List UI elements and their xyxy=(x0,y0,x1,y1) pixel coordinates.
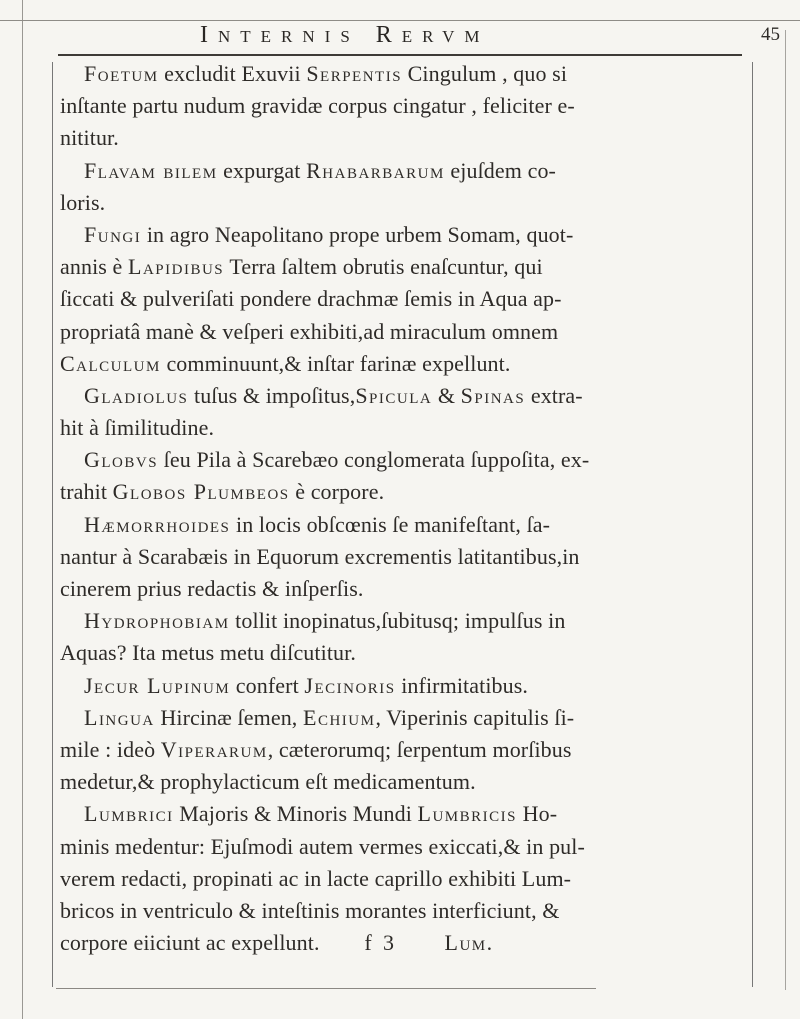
text-segment: Globvs xyxy=(84,447,159,473)
page-edge-right xyxy=(785,30,786,990)
text-line xyxy=(56,476,746,508)
text-segment: Hydrophobiam xyxy=(84,608,230,634)
text-segment: nantur à Scarabæis in Equorum excrementis latitantibus,in xyxy=(60,543,580,569)
text-line xyxy=(56,895,746,927)
text-segment: infirmitatibus. xyxy=(395,672,528,698)
text-segment: loris. xyxy=(60,189,106,215)
text-segment: confert xyxy=(230,672,305,698)
text-segment: comminuunt,& inſtar farinæ expellunt. xyxy=(160,350,511,376)
text-line xyxy=(56,766,746,798)
running-head xyxy=(200,22,780,56)
right-margin-rule xyxy=(752,62,753,987)
text-segment: trahit xyxy=(60,479,113,505)
text-segment: Cingulum , quo si xyxy=(402,61,568,86)
text-segment: bricos in ventriculo & inteſtinis morantes interficiunt, & xyxy=(60,897,560,923)
text-segment: propriatâ manè & veſperi exhibiti,ad miraculum omnem xyxy=(60,318,559,344)
text-segment: excludit Exuvii xyxy=(158,61,307,86)
page-edge-top xyxy=(0,20,800,21)
text-segment: corpore eiiciunt ac expellunt. xyxy=(60,930,320,956)
text-segment: Gladiolus xyxy=(84,382,189,408)
text-segment: in agro Neapolitano prope urbem Somam, quot- xyxy=(141,221,574,247)
text-line xyxy=(56,927,746,959)
text-segment: Lum. xyxy=(444,930,494,956)
text-line xyxy=(56,187,746,219)
text-line xyxy=(56,122,746,154)
text-segment: Spicula xyxy=(355,382,433,408)
text-line xyxy=(56,251,746,283)
text-segment: & xyxy=(432,382,461,408)
text-segment: ſeu Pila à Scarebæo conglomerata ſuppoſita, ex- xyxy=(158,447,590,473)
text-line xyxy=(56,509,746,541)
text-segment: in locis obſcœnis ſe manifeſtant, ſa- xyxy=(230,511,551,537)
text-segment: è corpore. xyxy=(289,479,385,505)
text-line xyxy=(56,380,746,412)
text-line xyxy=(56,348,746,380)
text-segment: Hircinæ ſemen, xyxy=(154,704,303,730)
text-segment: nititur. xyxy=(60,125,119,151)
text-segment: Jecur Lupinum xyxy=(84,672,231,698)
left-margin-rule xyxy=(52,62,53,987)
text-segment: Lingua xyxy=(84,704,155,730)
text-segment: Flavam bilem xyxy=(84,157,218,183)
text-line xyxy=(56,412,746,444)
text-segment: Foetum xyxy=(84,61,159,86)
text-line xyxy=(56,155,746,187)
bottom-rule xyxy=(56,988,596,989)
text-segment: Lumbrici xyxy=(84,801,174,827)
text-segment: tuſus & impoſitus, xyxy=(188,382,356,408)
text-segment: Lumbricis xyxy=(417,801,517,827)
text-line xyxy=(56,58,746,90)
text-segment: Jecinoris xyxy=(304,672,396,698)
text-line xyxy=(56,316,746,348)
text-line xyxy=(56,283,746,315)
text-segment: minis medentur: Ejuſmodi autem vermes exiccati,& in pul- xyxy=(60,833,585,859)
text-segment: ſiccati & pulveriſati pondere drachmæ ſemis in Aqua ap- xyxy=(60,286,562,312)
text-segment: mile : ideò xyxy=(60,736,161,762)
text-line xyxy=(56,605,746,637)
page-number: 45 xyxy=(761,24,780,45)
text-line xyxy=(56,637,746,669)
text-segment: , cæterorumq; ſerpentum morſibus xyxy=(267,736,572,762)
text-segment: Ho- xyxy=(517,801,558,827)
page-edge-left xyxy=(22,0,23,1019)
text-segment: Fungi xyxy=(84,221,142,247)
text-segment: hit à ſimilitudine. xyxy=(60,415,215,441)
text-segment: Viperarum xyxy=(160,736,268,762)
text-segment: Lapidibus xyxy=(128,254,225,280)
text-line xyxy=(56,702,746,734)
text-line xyxy=(56,831,746,863)
text-segment: annis è xyxy=(60,254,129,280)
text-segment: medetur,& prophylacticum eſt medicamentum. xyxy=(60,769,476,795)
text-line xyxy=(56,444,746,476)
text-segment: tollit inopinatus,ſubitusq; impulſus in xyxy=(229,608,566,634)
text-line xyxy=(56,863,746,895)
text-line xyxy=(56,219,746,251)
text-block xyxy=(56,58,746,959)
running-title: Internis Rervm xyxy=(200,22,490,48)
text-segment: , Viperinis capitulis ſi- xyxy=(375,704,575,730)
text-segment: Calculum xyxy=(60,350,161,376)
text-line xyxy=(56,573,746,605)
text-segment: expurgat xyxy=(217,157,307,183)
text-segment: Spinas xyxy=(460,382,526,408)
header-rule xyxy=(58,54,742,56)
text-segment: Aquas? Ita metus metu diſcutitur. xyxy=(60,640,356,666)
text-segment: Serpentis xyxy=(306,61,403,86)
text-line xyxy=(56,541,746,573)
text-segment: Majoris & Minoris Mundi xyxy=(173,801,418,827)
text-segment: verem redacti, propinati ac in lacte caprillo exhibiti Lum- xyxy=(60,865,572,891)
text-line xyxy=(56,798,746,830)
text-segment: Rhabarbarum xyxy=(306,157,445,183)
text-segment: Echium xyxy=(303,704,376,730)
text-line xyxy=(56,734,746,766)
text-segment: f 3 xyxy=(319,930,445,956)
text-segment: ejuſdem co- xyxy=(444,157,556,183)
text-line xyxy=(56,670,746,702)
text-segment: cinerem prius redactis & inſperſis. xyxy=(60,576,364,601)
text-segment: Hæmorrhoides xyxy=(84,511,231,537)
text-line xyxy=(56,90,746,122)
text-segment: extra- xyxy=(525,382,583,408)
text-segment: inſtante partu nudum gravidæ corpus cingatur , feliciter e- xyxy=(60,93,575,119)
text-segment: Globos Plumbeos xyxy=(112,479,290,505)
text-segment: Terra ſaltem obrutis enaſcuntur, qui xyxy=(224,254,543,280)
